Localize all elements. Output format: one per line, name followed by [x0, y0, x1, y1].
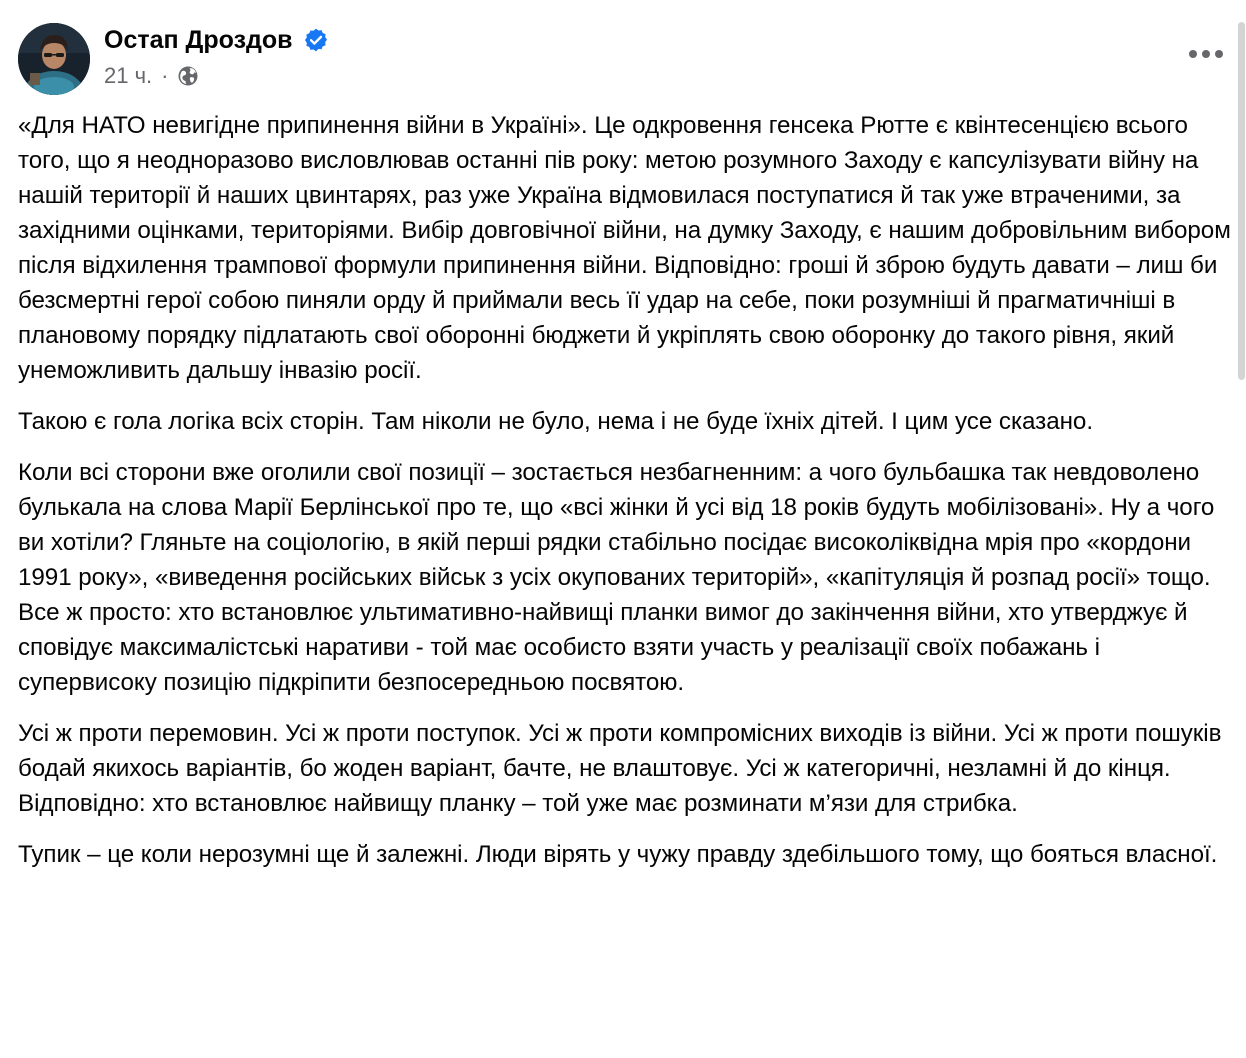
more-options-icon-dot — [1215, 50, 1223, 58]
author-avatar[interactable] — [18, 23, 90, 95]
verified-badge-icon — [303, 27, 329, 53]
meta-separator: · — [161, 63, 169, 88]
post-paragraph: Усі ж проти перемовин. Усі ж проти поступок. Усі ж проти компромісних виходів із війни. Усі ж проти пошуків бодай якихось варіантів, бо жоден варіант, бачте, не влаштовує. Усі ж категоричні, незламні й до кінця. Відповідно: хто встановлює найвищу планку – той уже має розминати м’язи для стрибка. — [18, 720, 1222, 817]
author-name-row[interactable] — [104, 24, 329, 56]
scrollbar-thumb[interactable] — [1238, 22, 1245, 380]
globe-icon[interactable] — [177, 65, 199, 87]
post-timestamp[interactable]: 21 ч. — [104, 63, 153, 88]
more-options-icon — [1189, 50, 1197, 58]
more-options-icon-dot — [1202, 50, 1210, 58]
post-paragraph: Тупик – це коли нерозумні ще й залежні. Люди вірять у чужу правду здебільшого тому, що бояться власної. — [18, 841, 1218, 868]
post-paragraph: Такою є гола логіка всіх сторін. Там ніколи не було, нема і не буде їхніх дітей. І цим усе сказано. — [18, 408, 1093, 435]
post-meta — [104, 61, 199, 91]
post-paragraph: Коли всі сторони вже оголили свої позиції – зостається незбагненним: а чого бульбашка так невдоволено булькала на слова Марії Берлінської про те, що «всі жінки й усі від 18 років будуть мобілізовані». Ну а чого ви хотіли? Гляньте на соціологію, в якій перші рядки стабільно посідає високоліквідна мрія про «кордони 1991 року», «виведення російських військ з усіх окупованих територій», «капітуляція й розпад росії» тощо. Все ж просто: хто встановлює ультимативно-найвищі планки вимог до закінчення війни, хто утверджує й сповідує максималістські наративи - той має особисто взяти участь у реалізації своїх побажань і супервисоку позицію підкріпити безпосередньою посвятою. — [18, 459, 1215, 696]
post-paragraph: «Для НАТО невигідне припинення війни в Україні». Це одкровення генсека Рютте є квінтесенцією всього того, що я неодноразово висловлював останні пів року: метою розумного Заходу є капсулізувати війну на нашій території й наших цвинтарях, раз уже Україна відмовилася поступатися й так уже втраченими, за західними оцінками, територіями. Вибір довговічної війни, на думку Заходу, є нашим добровільним вибором після відхилення трампової формули припинення війни. Відповідно: гроші й зброю будуть давати – лиш би безсмертні герої собою пиняли орду й приймали весь її удар на себе, поки розумніші й прагматичніші в плановому порядку підлатають свої оборонні бюджети й укріплять свою оборонку до такого рівня, який унеможливить дальшу інвазію росії. — [18, 112, 1231, 384]
more-options-button[interactable] — [1180, 34, 1232, 74]
avatar-image — [18, 23, 90, 95]
author-name[interactable]: Остап Дроздов — [104, 26, 293, 54]
post-body — [18, 108, 1233, 888]
